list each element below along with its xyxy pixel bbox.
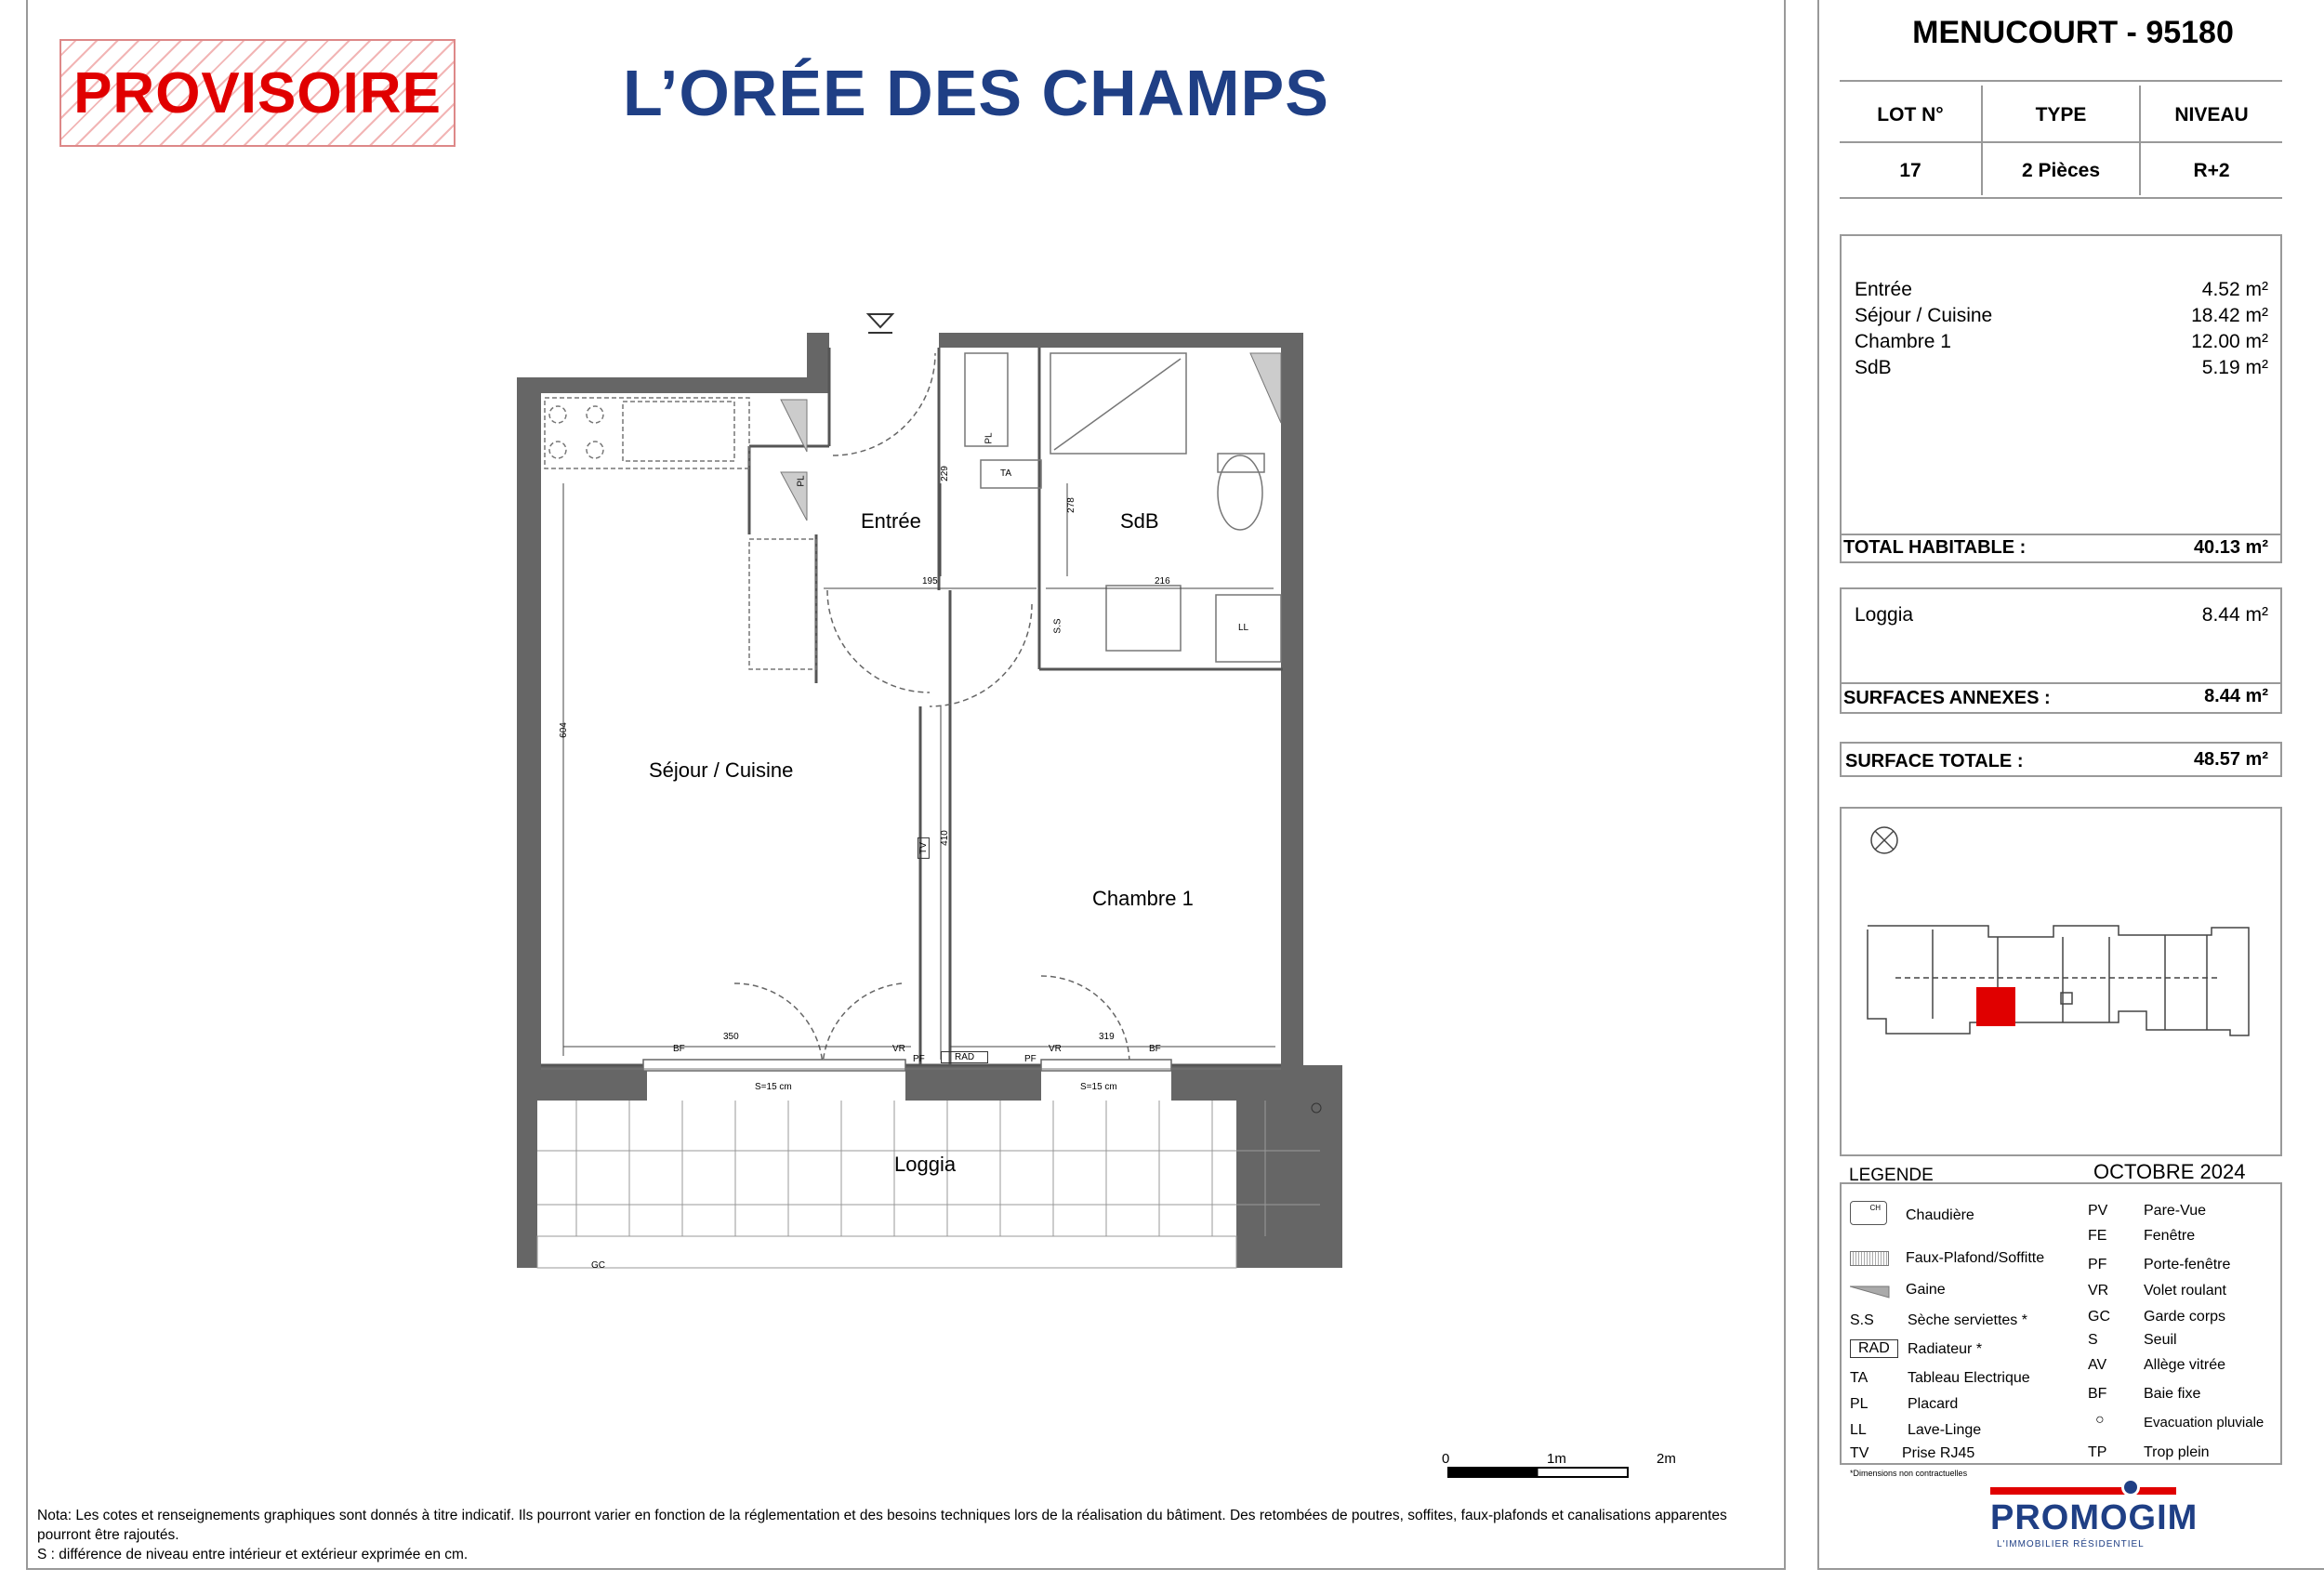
tag-ll: LL: [1238, 623, 1249, 633]
tag-pl-entry: PL: [984, 432, 995, 444]
room-sejour: Séjour / Cuisine: [649, 758, 794, 782]
surfaces-annexes-value: 8.44 m²: [2204, 686, 2268, 706]
tag-pf-left: PF: [913, 1054, 925, 1064]
divider: [1840, 682, 2282, 684]
legend-sym: PL: [1850, 1396, 1868, 1412]
footnote-seuil: S : différence de niveau entre intérieur et extérieur exprimée en cm.: [37, 1547, 469, 1562]
legend-label: Lave-Linge: [1908, 1422, 1982, 1438]
bathroom-fixtures: [965, 353, 1281, 662]
boiler-icon-text: CH: [1869, 1204, 1881, 1212]
legend-label: Garde corps: [2144, 1309, 2226, 1325]
exterior-walls: [517, 333, 1342, 1268]
legend-label: Placard: [1908, 1396, 1959, 1412]
room-entree: Entrée: [861, 509, 921, 533]
legend-label: Evacuation pluviale: [2144, 1415, 2265, 1430]
logo-dot-icon: [2121, 1478, 2140, 1496]
legend-sym: TP: [2088, 1444, 2107, 1460]
tag-pf-right: PF: [1024, 1054, 1037, 1064]
compass-icon: [1871, 827, 1897, 853]
boiler-icon: [1850, 1201, 1887, 1225]
surface-name: Séjour / Cuisine: [1855, 305, 1993, 326]
surface-totale-label: SURFACE TOTALE :: [1845, 751, 2024, 771]
dim-278: 278: [1065, 497, 1076, 513]
total-habitable-value: 40.13 m²: [2193, 537, 2268, 558]
legend-sym: BF: [2088, 1386, 2107, 1402]
legend-sym: GC: [2088, 1309, 2110, 1325]
legend-label: Trop plein: [2144, 1444, 2210, 1460]
lot-level: R+2: [2193, 160, 2230, 181]
legend-label: Seuil: [2144, 1332, 2177, 1348]
page-title: L’ORÉE DES CHAMPS: [623, 57, 1329, 129]
legend-footnote: *Dimensions non contractuelles: [1850, 1469, 1968, 1478]
surface-name: Entrée: [1855, 279, 1912, 300]
legend-sym: PV: [2088, 1203, 2108, 1219]
door-swings: [734, 353, 1129, 1065]
tag-gc: GC: [591, 1260, 605, 1271]
legend-label: Tableau Electrique: [1908, 1370, 2030, 1386]
dim-229: 229: [939, 466, 950, 481]
lot-number: 17: [1899, 160, 1921, 181]
kitchen-units: [545, 398, 816, 669]
legend-sym: S: [2088, 1332, 2098, 1348]
duct-shafts: [781, 353, 1281, 521]
total-habitable-label: TOTAL HABITABLE :: [1843, 537, 2027, 558]
surface-area: 5.19 m²: [2201, 357, 2268, 378]
legend-sym: PF: [2088, 1257, 2107, 1272]
provisional-stamp: [59, 39, 456, 147]
tag-bf-right: BF: [1149, 1044, 1161, 1054]
duct-icon: [1850, 1283, 1891, 1299]
legend-label: Porte-fenêtre: [2144, 1257, 2231, 1272]
dim-319: 319: [1099, 1032, 1115, 1042]
surfaces-annexes-label: SURFACES ANNEXES :: [1843, 688, 2051, 708]
tag-pl-kitchen: PL: [796, 475, 807, 487]
scale-label-1m: 1m: [1547, 1451, 1566, 1467]
dim-216: 216: [1155, 576, 1170, 587]
legend-sym: S.S: [1850, 1312, 1874, 1328]
legend-label: Volet roulant: [2144, 1283, 2226, 1299]
tag-vr-left: VR: [892, 1044, 905, 1054]
entrance-arrow-icon: [868, 314, 892, 327]
logo-name: PROMOGIM: [1990, 1498, 2199, 1537]
divider: [1840, 141, 2282, 143]
stamp-text: PROVISOIRE: [73, 60, 442, 125]
building-outline: [1868, 926, 2249, 1035]
lot-type: 2 Pièces: [2021, 160, 2101, 181]
col-type-header: TYPE: [2035, 104, 2087, 125]
tag-bf-left: BF: [673, 1044, 685, 1054]
legend-sym-rad: RAD: [1850, 1339, 1898, 1358]
col-lot-header: LOT N°: [1877, 104, 1944, 125]
tag-tv: TV: [918, 837, 930, 859]
legend-date: OCTOBRE 2024: [2093, 1160, 2246, 1183]
dim-604: 604: [558, 722, 569, 738]
hatched-box-icon: [1850, 1251, 1889, 1266]
logo-stripe: [1990, 1487, 2176, 1495]
legend-label: Pare-Vue: [2144, 1203, 2206, 1219]
scale-bar: [1447, 1467, 1629, 1478]
surface-totale-value: 48.57 m²: [2193, 749, 2268, 770]
legend-label: Chaudière: [1906, 1207, 1974, 1223]
room-chambre: Chambre 1: [1092, 887, 1194, 910]
tag-ss: S.S: [1052, 618, 1063, 634]
dim-410: 410: [939, 830, 950, 846]
legend-label: Sèche serviettes *: [1908, 1312, 2027, 1328]
tag-ta: TA: [1000, 468, 1012, 479]
legend-sym: AV: [2088, 1357, 2107, 1373]
divider: [1840, 197, 2282, 199]
rain-drain-legend-icon: ○: [2095, 1412, 2105, 1428]
tag-rad: RAD: [941, 1051, 988, 1063]
legend-label: Prise RJ45: [1902, 1445, 1975, 1461]
footnote-nota: Nota: Les cotes et renseignements graphiques sont donnés à titre indicatif. Ils pourront varier en fonction de la réglementation et des besoins techniques lors de la réalisation du bâtiment. Des retombées de poutres, soffites, faux-plafonds et canalisations apparentes pourront être rajoutés.: [37, 1508, 1727, 1543]
legend-label: Allège vitrée: [2144, 1357, 2226, 1373]
surface-area: 12.00 m²: [2191, 331, 2268, 352]
seuil-left: S=15 cm: [755, 1082, 792, 1092]
legend-sym: TA: [1850, 1370, 1868, 1386]
interior-walls: [541, 348, 1283, 1065]
legend-title: LEGENDE: [1849, 1166, 1934, 1185]
annex-area: 8.44 m²: [2201, 604, 2268, 626]
legend-label: Gaine: [1906, 1282, 1946, 1298]
surface-area: 18.42 m²: [2191, 305, 2268, 326]
surface-area: 4.52 m²: [2201, 279, 2268, 300]
legend-label: Faux-Plafond/Soffitte: [1906, 1250, 2045, 1266]
col-niveau-header: NIVEAU: [2174, 104, 2249, 125]
surface-name: SdB: [1855, 357, 1892, 378]
tag-vr-right: VR: [1049, 1044, 1062, 1054]
loggia-grid: [537, 1101, 1320, 1268]
legend-sym: TV: [1850, 1445, 1869, 1461]
city-header: MENUCOURT - 95180: [1912, 15, 2234, 50]
divider: [1840, 80, 2282, 82]
legend-sym: FE: [2088, 1228, 2107, 1244]
scale-label-2m: 2m: [1657, 1451, 1676, 1467]
seuil-right: S=15 cm: [1080, 1082, 1117, 1092]
legend-label: Baie fixe: [2144, 1386, 2201, 1402]
room-sdb: SdB: [1120, 509, 1159, 533]
room-loggia: Loggia: [894, 1153, 957, 1176]
divider: [1840, 534, 2282, 535]
dim-350: 350: [723, 1032, 739, 1042]
legend-label: Radiateur *: [1908, 1341, 1983, 1357]
legend-sym: LL: [1850, 1422, 1867, 1438]
lot-highlight: [1976, 987, 2015, 1026]
floor-plan: [502, 297, 1394, 1283]
legend-label: Fenêtre: [2144, 1228, 2196, 1244]
footnote: [37, 1506, 1776, 1564]
scale-label-0: 0: [1442, 1451, 1450, 1467]
legend-sym: VR: [2088, 1283, 2109, 1299]
annex-name: Loggia: [1855, 604, 1914, 626]
location-map-drawing: [1840, 807, 2282, 1156]
surface-name: Chambre 1: [1855, 331, 1951, 352]
dim-195: 195: [922, 576, 938, 587]
logo-tagline: L'IMMOBILIER RÉSIDENTIEL: [1997, 1539, 2145, 1549]
